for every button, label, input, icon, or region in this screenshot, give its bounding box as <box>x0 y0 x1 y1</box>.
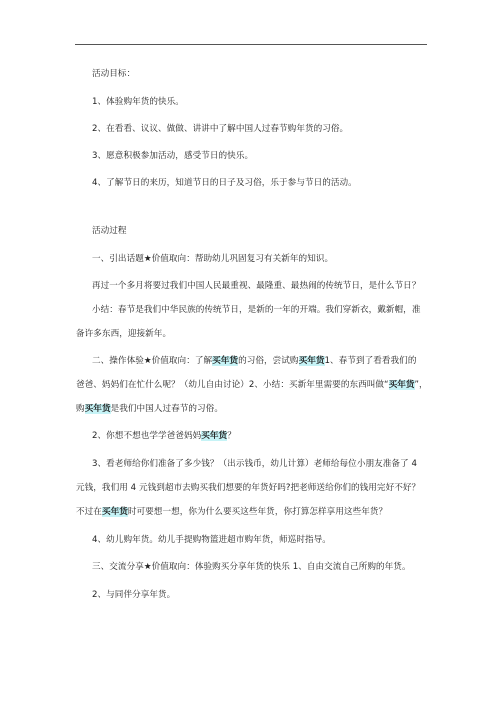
highlight-keyword: 买年货 <box>212 356 239 366</box>
section-2-line-3-a: 购 <box>76 404 85 414</box>
section-2-text-c: 1、春节到了看看我们的 <box>324 356 417 366</box>
section-2-line-2-end: ”， <box>414 380 428 390</box>
question-2-text: 2、你想不想也学学爸爸妈妈 <box>92 431 202 441</box>
header-rule <box>75 44 427 45</box>
section-2-line-2-text: 爸爸、妈妈们在忙什么呢？（幼儿自由讨论）2、小结：买新年里需要的东西叫做“ <box>76 380 389 390</box>
section-2-line-3-b: 是我们中国人过春节的习俗。 <box>110 404 223 414</box>
process-title: 活动过程 <box>92 226 127 236</box>
question-3-line-1: 3、看老师给你们准备了多少钱？（出示钱币，幼儿计算）老师给每位小朋友准备了 4 <box>92 459 417 469</box>
highlight-keyword: 买年货 <box>201 431 228 441</box>
question-3-line-2: 元钱，我们用 4 元钱到超市去购买我们想要的年货好吗?把老师送给你们的钱用完好不好？ <box>76 483 421 493</box>
section-2-text-a: 二、操作体验★价值取向：了解 <box>92 356 213 366</box>
highlight-keyword: 买年货 <box>101 507 128 517</box>
highlight-keyword: 买年货 <box>84 404 111 414</box>
question-3-line-3-b: 时可要想一想，你为什么要买这些年货，你打算怎样享用这些年货？ <box>127 507 388 517</box>
highlight-keyword: 买年货 <box>388 380 415 390</box>
question-3-line-3-a: 不过在 <box>76 507 102 517</box>
summary-1-line-1: 小结：春节是我们中华民族的传统节日，是新的一年的开端。我们穿新衣，戴新帽，准 <box>92 305 421 315</box>
section-2-text-b: 的习俗，尝试购 <box>238 356 299 366</box>
goals-title: 活动目标： <box>92 69 136 79</box>
goal-item-3: 3、愿意积极参加活动，感受节日的快乐。 <box>92 151 254 161</box>
question-4: 4、幼儿购年货。幼儿手提购物篮进超市购年货，师巡时指导。 <box>92 535 331 545</box>
highlight-keyword: 买年货 <box>298 356 325 366</box>
question-2 <box>92 430 236 442</box>
section-1-heading: 一、引出话题★价值取向：帮助幼儿巩固复习有关新年的知识。 <box>92 254 334 264</box>
section-2-line-2 <box>76 379 428 391</box>
section-3-heading: 三、交流分享★价值取向：体验购买分享年货的快乐 1、自由交流自己所购的年货。 <box>92 562 411 572</box>
section-3-item-2: 2、与同伴分享年货。 <box>92 590 176 600</box>
section-2-heading <box>92 355 416 367</box>
goal-item-1: 1、体验购年货的快乐。 <box>92 97 184 107</box>
question-3-line-3 <box>76 506 387 518</box>
section-2-line-3 <box>76 403 223 415</box>
question-2-end: ？ <box>227 431 236 441</box>
goal-item-4: 4、了解节日的来历，知道节日的日子及习俗，乐于参与节日的活动。 <box>92 178 357 188</box>
goal-item-2: 2、在看看、议议、做做、讲讲中了解中国人过春节购年货的习俗。 <box>92 124 349 134</box>
summary-1-line-2: 备许多东西，迎接新年。 <box>76 329 172 339</box>
question-1: 再过一个多月将要过我们中国人民最重视、最隆重、最热闹的传统节日，是什么节日？ <box>92 281 421 291</box>
